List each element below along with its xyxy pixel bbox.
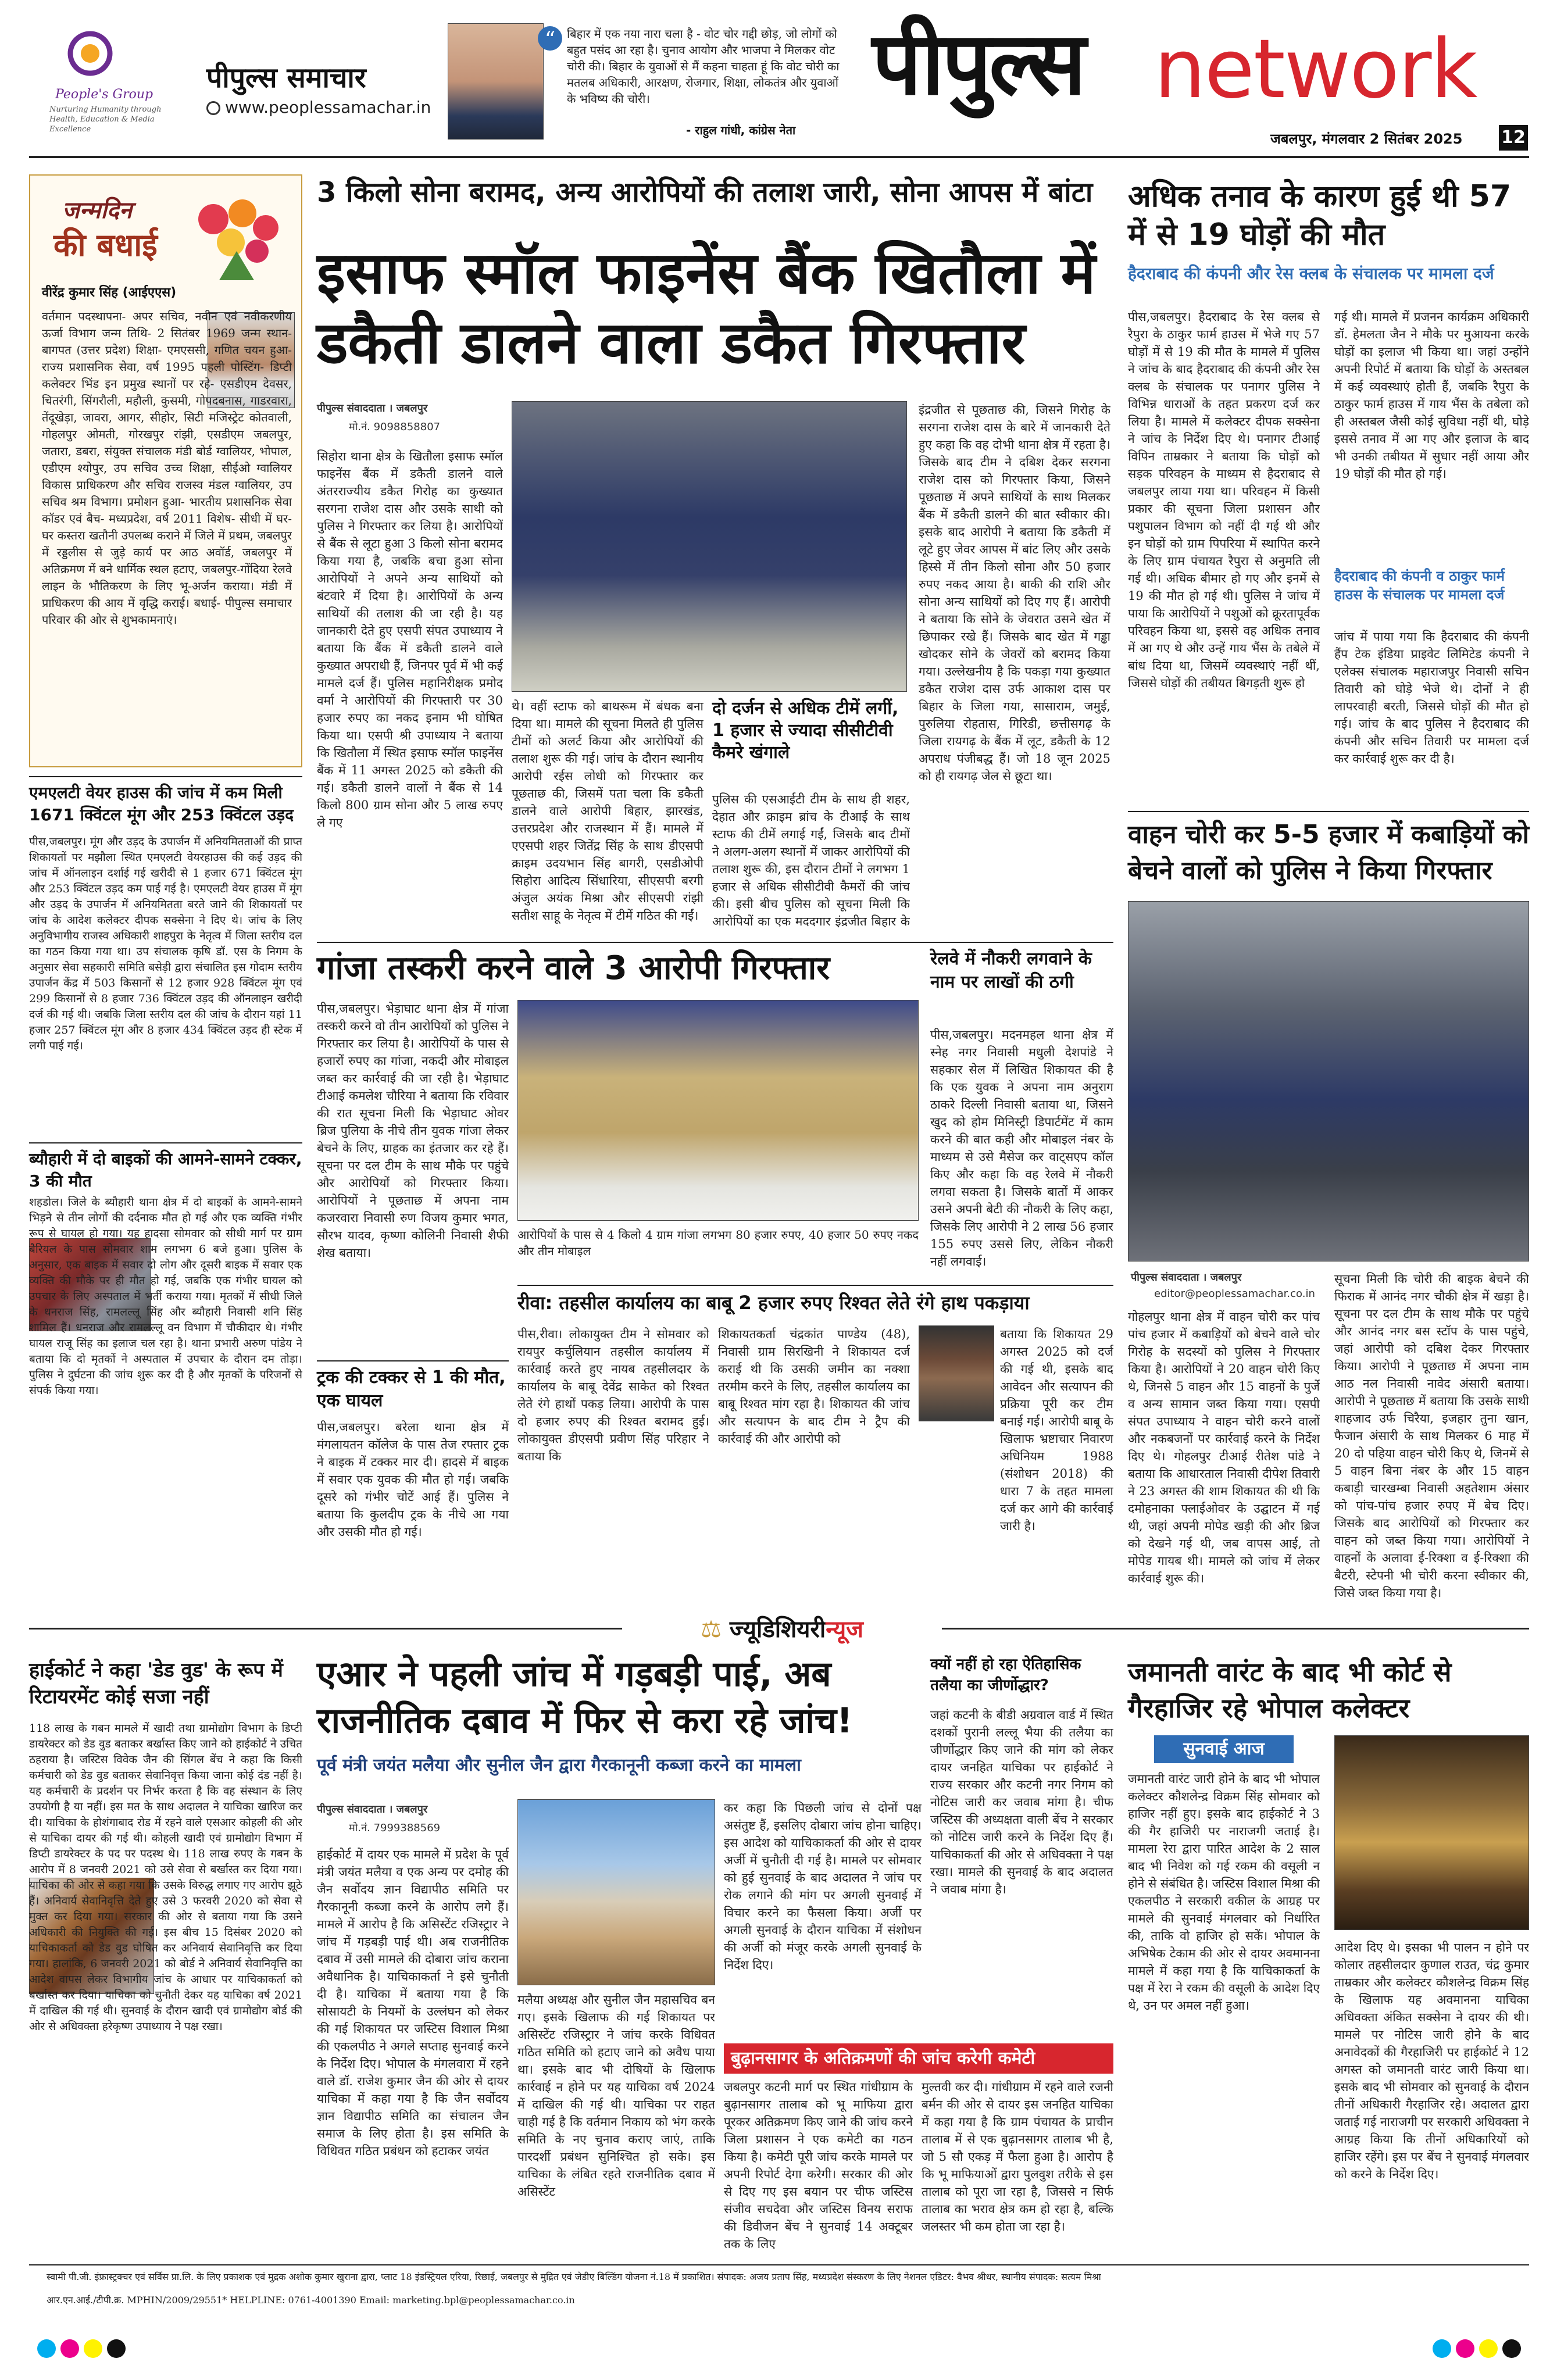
deadwood-body: 118 लाख के गबन मामले में खादी तथा ग्रामोद्योग विभाग के डिप्टी डायरेक्टर को डेड वुड बताकर बर्खास्त किए जाने को हाईकोर्ट ने उचित ठहराया है। जस्टिस विवेक जैन की सिंगल बेंच ने कहा कि किसी कर्मचारी को डेड वुड बताकर सेवानिवृत्त किया जाना कोई दंड नहीं है। यह कर्मचारी के प्रदर्शन पर निर्भर करता है कि वह संस्थान के लिए उपयोगी है या नहीं। इस मत के साथ अदालत ने याचिका खारिज कर दी। याचिका के होशंगाबाद रोड में रहने वाले एसआर कोहली की ओर से याचिका दायर की गई थी। कोहली खादी एवं ग्रामोद्योग विभाग में डिप्टी डायरेक्टर के पद पर पदस्थ थे। 118 लाख रुपए के गबन के आरोप में 8 जनवरी 2021 को उसे सेवा से बर्खास्त कर दिया गया। याचिका की ओर से कहा गया कि उसके विरुद्ध लगाए गए आरोप झूठे हैं। अनिवार्य सेवानिवृत्ति देते हुए उसे 3 फरवरी 2020 को सेवा से मुक्त कर दिया गया। सरकार की ओर से बताया गया कि उसने अधिकारी की नियुक्ति की गई। इस बीच 15 दिसंबर 2020 को याचिकाकर्ता को डेड वुड घोषित कर अनिवार्य सेवानिवृत्ति कर दिया गया। हालांकि, 6 जनवरी 2021 को बोर्ड ने अनिवार्य सेवानिवृत्ति का आदेश वापस लेकर विभागीय जांच के आधार पर याचिकाकर्ता को बर्खास्त कर दिया। याचिका को चुनौती देकर यह याचिका वर्ष 2021 में दाखिल की गई थी। सुनवाई के दौरान खादी एवं ग्रामोद्योग बोर्ड की ओर से अधिवक्ता हरेकृष्ण उपाध्याय ने पक्ष रखा। xyxy=(29,1722,302,2033)
warehouse-headline: एमएलटी वेयर हाउस की जांच में कम मिली 1671 क्विंटल मूंग और 253 क्विंटल उड़द xyxy=(29,783,294,824)
paper-small-title: पीपुल्स समाचार xyxy=(206,62,366,94)
gavel-small-icon: ⚖ xyxy=(701,1616,722,1643)
truck-headline: ट्रक की टक्कर से 1 की मौत, एक घायल xyxy=(317,1367,506,1411)
budhansagar-col2: मुल्तवी कर दी। गांधीग्राम में रहने वाले रजनी बर्मन की ओर से दायर इस जनहित याचिका में कहा गया है कि ग्राम पंचायत के प्राचीन तालाब में से एक बुढ़ानसागर तालाब भी है, जो 5 सौ एकड़ में फैला हुआ है। आरोप है कि भू माफियाओं द्वारा पुलवुश तरीके से इस तालाब को पूरा जा रहा है, जिससे न सिर्फ तालाब का भराव क्षेत्र कम हो रहा है, बल्कि जलस्तर भी कम होता जा रहा है। xyxy=(922,2080,1113,2234)
lead-headline: इसाफ स्मॉल फाइनेंस बैंक खितौला में डकैती डालने वाला डकैत गिरफ्तार xyxy=(317,239,1096,377)
flower-bouquet-icon xyxy=(184,193,289,280)
horses-col2: गई थी। मामले में प्रजनन कार्यक्रम अधिकारी डॉ. हेमलता जैन ने मौके पर मुआयना करके घोड़ों का इलाज भी किया था। जहां उन्होंने अपनी रिपोर्ट में बताया कि घोड़ों के अस्तबल में कई व्यवस्थाएं होती हैं, जबकि रैपुरा के ठाकुर फार्म हाउस में गाय भैंस के तबेला को ही अस्तबल जैसी कोई सुविधा नहीं थी, घोड़े इससे तनाव में आ गए और इलाज के बाद भी उनकी तबीयत में सुधार नहीं आया और 19 घोड़ों की मौत हो गई। xyxy=(1334,310,1529,481)
budhansagar-headline: बुढ़ानसागर के अतिक्रमणों की जांच करेगी कमेटी xyxy=(724,2043,1113,2074)
vehicle-col1: गोहलपुर थाना क्षेत्र में वाहन चोरी कर पांच पांच हजार में कबाड़ियों को बेचने वाले चोर गिरोह के सदस्यों को पुलिस ने गिरफ्तार किया है। आरोपियों ने 20 वाहन चोरी किए थे, जिनसे 5 वाहन और 15 वाहनों के पुर्जे व अन्य सामान जब्त किया गया। एसपी संपत उपाध्याय ने वाहन चोरी करने वालों और नकबजनों पर कार्रवाई करने के निर्देश दिए थे। गोहलपुर टीआई रीतेश पांडे ने बताया कि आधारताल निवासी दीपेश तिवारी ने 23 अगस्त की शाम शिकायत की थी कि दमोहनाका फ्लाईओवर के उद्घाटन में गई थी, जहां अपनी मोपेड खड़ी की और ब्रिज को देखने गई थी, जब वापस आई, तो मोपेड गायब थी। मामले को जांच में लेकर कार्रवाई शुरू की। xyxy=(1128,1310,1320,1585)
truck-body: पीस,जबलपुर। बरेला थाना क्षेत्र में मंगलायतन कॉलेज के पास तेज रफ्तार ट्रक ने बाइक में टक्कर मार दी। हादसे में बाइक में सवार एक युवक की मौत हो गई। जबकि दूसरे को गंभीर चोटें आई हैं। पुलिस ने बताया कि कुलदीप ट्रक के नीचे आ गया और उसकी मौत हो गई। xyxy=(317,1420,509,1539)
judiciary-band xyxy=(686,1613,878,1646)
color-registration-marks xyxy=(35,2337,1523,2360)
quote-author: - राहुल गांधी, कांग्रेस नेता xyxy=(686,123,796,137)
lead-byline: पीपुल्स संवाददाता । जबलपुर xyxy=(317,402,428,414)
website-link[interactable] xyxy=(206,98,431,117)
eow-byline: पीपुल्स संवाददाता । जबलपुर xyxy=(317,1803,428,1816)
vehicle-byline: पीपुल्स संवाददाता । जबलपुर xyxy=(1131,1271,1242,1284)
jain-temple-photo xyxy=(517,1799,715,1985)
horses-subhead: हैदराबाद की कंपनी और रेस क्लब के संचालक पर मामला दर्ज xyxy=(1128,264,1494,283)
judiciary-band-english: न्यूज xyxy=(826,1616,863,1643)
rewa-col3: बताया कि शिकायत 29 अगस्त 2025 को दर्ज की गई थी, इसके बाद आवेदन और सत्यापन की प्रक्रिया पूरी कर टीम बनाई गई। आरोपी बाबू के खिलाफ भ्रष्टाचार निवारण अधिनियम 1988 (संशोधन 2018) की धारा 7 के तहत मामला दर्ज कर आगे की कार्रवाई जारी है। xyxy=(1000,1327,1113,1533)
ganja-headline: गांजा तस्करी करने वाले 3 आरोपी गिरफ्तार xyxy=(317,949,830,987)
deadwood-headline: हाईकोर्ट ने कहा 'डेड वुड' के रूप में रिटायरमेंट कोई सजा नहीं xyxy=(29,1659,283,1709)
rule-left-2 xyxy=(29,1142,302,1143)
budhansagar-col1: जबलपुर कटनी मार्ग पर स्थित गांधीग्राम के बुढ़ानसागर तालाब को भू माफिया द्वारा पूरकर अतिक्रमण किए जाने की जांच करने जिला प्रशासन ने एक कमेटी का गठन किया है। कमेटी पूरी जांच करके मामले पर अपनी रिपोर्ट देगा करेगी। सरकार की ओर से दिए गए इस बयान पर चीफ जस्टिस संजीव सचदेवा और जस्टिस विनय सराफ की डिवीजन बेंच ने सुनवाई 14 अक्टूबर तक के लिए xyxy=(724,2080,913,2251)
page-number: 12 xyxy=(1499,125,1528,151)
lead-kicker: 3 किलो सोना बरामद, अन्य आरोपियों की तलाश जारी, सोना आपस में बांटा xyxy=(317,176,1093,209)
rail-headline: रेलवे में नौकरी लगवाने के नाम पर लाखों की ठगी xyxy=(930,949,1092,992)
masthead-rule xyxy=(29,156,1529,158)
warehouse-body: पीस,जबलपुर। मूंग और उड़द के उपार्जन में अनियमितताओं की प्राप्त शिकायतों पर मझौला स्थित एमएलटी वेयरहाउस की कई उड़द की जांच में ऑनलाइन दर्शाई गई खरीदी से 1 हजार 671 क्विंटल मूंग और 253 क्विंटल उड़द कम पाई गई है। एमएलटी वेयर हाउस में मूंग और उड़द के उपार्जन में अनियमितता बरते जाने की शिकायतों पर जांच के आदेश कलेक्टर दीपक सक्सेना ने दिए थे। जांच के लिए अनुविभागीय राजस्व अधिकारी शाहपुरा के नेतृत्व में जिला स्तरीय दल का गठन किया गया था। उप संचालक कृषि डॉ. एस के निगम के अनुसार सेवा सहकारी समिति बसेड़ी द्वारा संचालित इस गोदाम स्तरीय उपार्जन केंद्र में 503 किसानों से 12 हजार 928 क्विंटल मूंग एवं 299 किसानों से 8 हजार 736 क्विंटल उड़द की ऑनलाइन खरीदी दर्ज की गई थी। जबकि जिला स्तरीय दल की जांच के दौरान यहां 11 हजार 257 क्विंटल मूंग और 8 हजार 434 क्विंटल उड़द ही स्टेक में लगी पाई गई। xyxy=(29,835,302,1052)
vehicle-recovered-photo xyxy=(1128,901,1529,1262)
website-text: www.peoplessamachar.in xyxy=(225,98,431,117)
lead-col3: पुलिस की एसआईटी टीम के साथ ही शहर, देहात और क्राइम ब्रांच के टीआई के साथ स्टाफ की टीमें लगाई गईं, जिसके बाद टीमों ने अलग-अलग स्थानों में जाकर आरोपियों की तलाश शुरू की, इस दौरान टीमों ने लगभग 1 हजार से अधिक सीसीटीवी कैमरों की जांच की। इसी बीच पुलिस को सूचना मिली कि आरोपियों का एक मददगार इंद्रजीत बिहार के xyxy=(712,792,910,928)
group-tagline: Nurturing Humanity through Health, Education & Media Excellence xyxy=(49,105,162,134)
rewa-headline: रीवा: तहसील कार्यालय का बाबू 2 हजार रुपए रिश्वत लेते रंगे हाथ पकड़ाया xyxy=(517,1292,1030,1314)
birthday-person-name: वीरेंद्र कुमार सिंह (आईएएस) xyxy=(42,285,177,300)
eow-mobile: मो.नं. 7999388569 xyxy=(349,1822,441,1834)
hearing-today-band: सुनवाई आज xyxy=(1154,1735,1294,1763)
footer-imprint: स्वामी पी.जी. इंफ्रास्ट्रक्चर एवं सर्विस प्रा.लि. के लिए प्रकाशक एवं मुद्रक अशोक कुमार खुराना द्वारा, प्लाट 18 इंडस्ट्रियल एरिया, रिछाई, जबलपुर से मुद्रित एवं जेडीए बिल्डिंग योजना नं.18 में प्रकाशित। संपादक: अजय प्रताप सिंह, मध्यप्रदेश संस्करण के लिए नेशनल एडिटर: वैभव श्रीधर, स्थानीय संपादक: सत्यम मिश्रा xyxy=(47,2271,1101,2282)
bhopal-headline: जमानती वारंट के बाद भी कोर्ट से गैरहाजिर रहे भोपाल कलेक्टर xyxy=(1128,1656,1452,1724)
birthday-header-1: जन्मदिन xyxy=(62,197,133,224)
eow-col3: कर कहा कि पिछली जांच से दोनों पक्ष असंतुष्ट हैं, इसलिए दोबारा जांच होना चाहिए। इस आदेश को याचिकाकर्ता की ओर से दायर अर्जी में चुनौती दी गई है। मामले पर सोमवार को हुई सुनवाई के बाद अदालत ने जांच पर रोक लगाने की मांग पर अगली सुनवाई में विचार करने का फैसला किया। अर्जी पर अगली सुनवाई के दौरान याचिका में संशोधन की अर्जी को मंजूर करके अगली सुनवाई के निर्देश दिए। xyxy=(724,1801,922,1972)
judiciary-rule-left xyxy=(29,1628,622,1629)
rule-mid-2 xyxy=(317,1360,509,1361)
horses-headline: अधिक तनाव के कारण हुई थी 57 में से 19 घोड़ों की मौत xyxy=(1128,179,1512,252)
birthday-header-2: की बधाई xyxy=(53,227,158,263)
vehicle-headline: वाहन चोरी कर 5-5 हजार में कबाड़ियों को बेचने वालों को पुलिस ने किया गिरफ्तार xyxy=(1128,820,1529,885)
brand-english: network xyxy=(1154,22,1477,117)
bhopal-col2: आदेश दिए थे। इसका भी पालन न होने पर कोलार तहसीलदार कुणाल राउत, चंद्र कुमार ताम्रकार और कलेक्टर कौशलेन्द्र विक्रम सिंह के खिलाफ यह अवमानना याचिका अधिवक्ता अंकित सक्सेना ने दायर की थी। मामले पर नोटिस जारी होने के बाद अनावेदकों की गैरहाजिरी पर हाईकोर्ट ने 12 अगस्त को जमानती वारंट जारी किया था। इसके बाद भी सोमवार को सुनवाई के दौरान तीनों अधिकारी गैरहाजिर रहे। अदालत द्वारा जताई गई नाराजगी पर सरकारी अधिवक्ता ने आग्रह किया कि तीनों अधिकारियों को हाजिर रहेंगे। इस पर बेंच ने सुनवाई मंगलवार को करने के निर्देश दिए। xyxy=(1334,1941,1529,2181)
lead-press-conference-photo xyxy=(512,401,907,692)
rule-left-1 xyxy=(29,776,302,777)
vehicle-email[interactable]: editor@peoplessamachar.co.in xyxy=(1154,1288,1315,1300)
eow-subhead: पूर्व मंत्री जयंत मलैया और सुनील जैन द्वारा गैरकानूनी कब्जा करने का मामला xyxy=(317,1755,801,1775)
birthday-details: वर्तमान पदस्थापना- अपर सचिव, नवीन एवं नवीकरणीय ऊर्जा विभाग जन्म तिथि- 2 सितंबर 1969 जन्म स्थान- बागपत (उत्तर प्रदेश) शिक्षा- एमएससी, गणित चयन हुआ- राज्य प्रशासनिक सेवा, वर्ष 1995 पहली पोस्टिंग- डिप्टी कलेक्टर भिंड इन प्रमुख स्थानों पर रहे- एसडीएम देवसर, चितरंगी, सिंगरौली, महौली, कुसमी, गोपदबनास, गाडरवारा, तेंदूखेड़ा, जावरा, आगर, सीहोर, सिटी मजिस्ट्रेट कोतवाली, गोहलपुर ओमती, गोरखपुर रांझी, एसडीएम जबलपुर, जतारा, डबरा, संयुक्त संचालक मंडी बोर्ड ग्वालियर, भोपाल, एडीएम श्योपुर, उप सचिव उच्च शिक्षा, सीईओ ग्वालियर विकास प्राधिकरण और सचिव राजस्व मंडल ग्वालियर, उप सचिव श्रम विभाग। प्रमोशन हुआ- भारतीय प्रशासनिक सेवा कॉडर एवं बैच- मध्यप्रदेश, वर्ष 2011 विशेष- सीधी में घर-घर कस्तरा खतौनी उपलब्ध कराने में जिले में प्रथम, जबलपुर में रड्डलीस से जुड़े कार्य पर आठ अवॉर्ड, जबलपुर में अतिक्रमण में बने धार्मिक स्थल हटाए, जबलपुर-गोंदिया रेलवे लाइन के भौतिकरण के लिए भू-अर्जन कराया। मंडी में प्राधिकरण की आय में वृद्धि कराई। बधाई- पीपुल्स समाचार परिवार की ओर से शुभकामनाएं। xyxy=(42,309,292,627)
eow-col2: मलैया अध्यक्ष और सुनील जैन महासचिव बन गए। इसके खिलाफ की गई शिकायत पर असिस्टेंट रजिस्ट्रार ने जांच करके विधिवत गठित समिति को हटाए जाने को अवैध पाया था। इसके बाद भी दोषियों के खिलाफ कार्रवाई न होने पर यह याचिका वर्ष 2024 में दाखिल की गई थी। याचिका पर राहत चाही गई है कि वर्तमान निकाय को भंग करके समिति के नए चुनाव कराए जाएं, ताकि पारदर्शी प्रबंधन सुनिश्चित हो सके। इस याचिका के लंबित रहते राजनीतिक दबाव में असिस्टेंट xyxy=(517,1993,715,2199)
rail-body: पीस,जबलपुर। मदनमहल थाना क्षेत्र में स्नेह नगर निवासी मधुली देशपांडे ने सहकार सेल में लिखित शिकायत की है कि एक युवक ने अपना नाम अनुराग ठाकरे दिल्ली निवासी बताया था, जिसने खुद को होम मिनिस्ट्री डिपार्टमेंट में काम करने की बात कही और मोबाइल नंबर के माध्यम से उसे मैसेज कर वाट्सएप कॉल किए और कहा कि वह रेलवे में नौकरी लगवा सकता है। जिसके बातों में आकर उसने अपनी बेटी की नौकरी के लिए कहा, जिसके लिए आरोपी ने 2 लाख 56 हजार 155 रुपए उससे लिए, लेकिन नौकरी नहीं लगवाई। xyxy=(930,1028,1113,1268)
rewa-col2: शिकायतकर्ता चंद्रकांत पाण्डेय (48), निवासी ग्राम सिरखिनी ने शिकायत दर्ज कराई थी कि उसकी जमीन का नक्शा तरमीम करने के लिए, तहसील कार्यालय का बाबू रिश्वत मांग रहा है। शिकायत की जांच और सत्यापन के बाद टीम ने ट्रैप की कार्रवाई की और आरोपी को xyxy=(718,1327,910,1446)
rule-rewa xyxy=(517,1285,1113,1286)
brand-hindi: पीपुल्स xyxy=(872,13,1084,115)
bike-crash-body: शहडोल। जिले के ब्यौहारी थाना क्षेत्र में दो बाइकों के आमने-सामने भिड़ने से तीन लोगों की दर्दनाक मौत हो गई और एक व्यक्ति गंभीर रूप से घायल हो गया। यह हादसा सोमवार को सीधी मार्ग पर ग्राम बैरियल के पास सोमवार शाम लगभग 6 बजे हुआ। पुलिस के अनुसार, एक बाइक में सवार दो लोग और दूसरी बाइक में सवार एक व्यक्ति की मौके पर ही मौत हो गई, जबकि एक गंभीर घायल को उपचार के लिए अस्पताल में भर्ती कराया गया। मृतकों में सीधी जिले के धनराज सिंह, रामलल्लू सिंह और ब्यौहारी निवासी शनि सिंह शामिल हैं। धनराज और रामलल्लू वन विभाग में चौकीदार थे। गंभीर घायल राजू सिंह का इलाज चल रहा है। थाना प्रभारी अरुण पांडेय ने बताया कि दो मृतकों ने अस्पताल में उपचार के दौरान दम तोड़ा। पुलिस ने दुर्घटना की जांच शुरू कर दी है और मृतकों के परिजनों से संपर्क किया गया। xyxy=(29,1196,302,1397)
lead-col2: थे। वहीं स्टाफ को बाथरूम में बंधक बना दिया था। मामले की सूचना मिलते ही पुलिस टीमों को अलर्ट किया और आरोपियों की तलाश शुरू की गई। जांच के दौरान स्थानीय आरोपी रईस लोधी को गिरफ्तार कर पूछताछ की, जिसमें पता चला कि डकैती डालने वाले आरोपी बिहार, झारखंड, उत्तरप्रदेश और राजस्थान में हैं। मामले में एएसपी शहर जितेंद्र सिंह के साथ डीएसपी क्राइम उदयभान सिंह बागरी, एसडीओपी सिहोरा आदित्य सिंधारिया, सीएसपी बरगी अंजुल अयंक मिश्रा और सीएसपी रांझी सतीश साहू के नेतृत्व में टीमें गठित की गईं। xyxy=(512,699,703,923)
judiciary-band-hindi: ज्यूडिशियरी xyxy=(729,1616,826,1643)
horses-col3: जांच में पाया गया कि हैदराबाद की कंपनी हैंप टेक इंडिया प्राइवेट लिमिटेड कंपनी ने एलेक्स संचालक महाराजपुर निवासी सचिन तिवारी को घोड़े भेजे थे। दोनों ने ही लापरवाही बरती, जिससे घोड़ों की मौत हो गई। जांच के बाद पुलिस ने हैदराबाद की कंपनी और सचिन तिवारी पर मामला दर्ज कर कार्रवाई शुरू कर दी है। xyxy=(1334,630,1529,766)
lead-col4: इंद्रजीत से पूछताछ की, जिसने गिरोह के सरगना राजेश दास के बारे में जानकारी देते हुए कहा कि वह दोभी थाना क्षेत्र में रहता है। जिसके बाद टीम ने दबिश देकर सरगना राजेश दास को गिरफ्तार किया, जिसने पूछताछ में अपने साथियों के साथ मिलकर बैंक में डकैती डालने की बात स्वीकार की। इसके बाद आरोपी ने बताया कि डकैती में लूटे हुए जेवर आपस में बांट लिए और उसके हिस्से में तीन किलो सोना और 50 हजार रुपए नकद आया है। बाकी की राशि और सोना अन्य साथियों को दिए गए हैं। आरोपी ने बताया कि सोने के जेवरात उसने खेत में छिपाकर रखे हैं। जिसके बाद खेत में गड्ढा खोदकर सोने के जेवरों को बरामद किया गया। उल्लेखनीय है कि पकड़ा गया कुख्यात डकैत राजेश दास उर्फ आकाश दास पर बिहार के जिला गया, सासाराम, जमुई, पुरुलिया रोहतास, गिरिडी, छत्तीसगढ़ के जिला रायगढ़ के बैंक में लूट, डकैती के 12 अपराध पंजीबद्ध हैं। जो 18 जून 2025 को ही रायगढ़ जेल से छूटा था। xyxy=(919,403,1110,783)
birthday-box xyxy=(29,174,302,767)
ganja-seizure-photo xyxy=(517,1000,919,1221)
pond-body: जहां कटनी के बीडी अग्रवाल वार्ड में स्थित दशकों पुरानी लल्लू भैया की तलैया का जीर्णोद्धार किए जाने की मांग को लेकर दायर जनहित याचिका पर हाईकोर्ट ने राज्य सरकार और कटनी नगर निगम को नोटिस जारी कर जवाब मांगा है। चीफ जस्टिस की अध्यक्षता वाली बेंच ने सरकार को नोटिस जारी करने के निर्देश दिए हैं। याचिकाकर्ता की ओर से अधिवक्ता ने पक्ष रखा। मामले की सुनवाई के बाद अदालत ने जवाब मांगा है। xyxy=(930,1708,1113,1896)
rule-mid-1 xyxy=(317,942,1113,943)
horses-col1: पीस,जबलपुर। हैदराबाद के रेस क्लब से रैपुरा के ठाकुर फार्म हाउस में भेजे गए 57 घोड़ों में से 19 की मौत के मामले में पुलिस ने जांच के बाद हैदराबाद की कंपनी और रेस क्लब के संचालक पर पनागर पुलिस ने विभिन्न धाराओं के तहत प्रकरण दर्ज कर लिया है। मामले में कलेक्टर दीपक सक्सेना ने जांच के निर्देश दिए थे। पनागर टीआई विपिन ताम्रकार ने बताया कि घोड़ों को सड़क परिवहन के माध्यम से हैदराबाद से जबलपुर लाया गया था। परिवहन में किसी प्रकार की सूचना जिला प्रशासन और पशुपालन विभाग को नहीं दी गई थी और इन घोड़ों को ग्राम पिपरिया में स्थापित करने के लिए ग्राम पंचायत रैपुरा से अनुमति ली गई थी। अधिक बीमार हो गए और इनमें से 19 की मौत हो गई थी। पुलिस ने जांच में पाया कि आरोपियों ने पशुओं को क्रूरतापूर्वक परिवहन किया था, इससे वह अधिक तनाव में आ गए थे और उन्हें गाय भैंस के तबेले में बांध दिया था, जिसमें व्यवस्थाएं नहीं थीं, जिससे घोड़ों की तबीयत बिगड़ती शुरू हो xyxy=(1128,310,1320,690)
footer-rule xyxy=(29,2264,1529,2265)
leader-quote: बिहार में एक नया नारा चला है - वोट चोर गद्दी छोड़, जो लोगों को बहुत पसंद आ रहा है। चुनाव आयोग और भाजपा ने मिलकर वोट चोरी की। बिहार के युवाओं से मैं कहना चाहता हूं कि वोट चोरी का मतलब अधिकारी, आरक्षण, रोजगार, शिक्षा, लोकतंत्र और युवाओं के भविष्य की चोरी। xyxy=(567,27,840,106)
ganja-caption: आरोपियों के पास से 4 किलो 4 ग्राम गांजा लगभग 80 हजार रुपए, 40 हजार 50 रुपए नकद और तीन मोबाइल xyxy=(517,1228,919,1258)
lead-mobile: मो.नं. 9098858807 xyxy=(349,421,441,433)
lead-box-title: दो दर्जन से अधिक टीमें लगीं, 1 हजार से ज्यादा सीसीटीवी कैमरे खंगाले xyxy=(712,698,899,763)
rewa-col1: पीस,रीवा। लोकायुक्त टीम ने सोमवार को रायपुर कर्चुलियान तहसील कार्यालय में कार्रवाई करते हुए नायब तहसीलदार के कार्यालय के बाबू देवेंद्र साकेत को रिश्वत लेते रंगे हाथों पकड़ लिया। आरोपी के पास दो हजार रुपए की रिश्वत बरामद हुई। लोकायुक्त डीएसपी प्रवीण सिंह परिहार ने बताया कि xyxy=(517,1327,709,1463)
bike-crash-headline: ब्यौहारी में दो बाइकों की आमने-सामने टक्कर, 3 की मौत xyxy=(29,1149,302,1191)
rule-right-1 xyxy=(1128,811,1529,812)
dateline: जबलपुर, मंगलवार 2 सितंबर 2025 xyxy=(1270,131,1463,147)
judiciary-rule-right xyxy=(942,1628,1529,1629)
pond-headline: क्यों नहीं हो रहा ऐतिहासिक तलैया का जीर्णोद्धार? xyxy=(930,1656,1081,1694)
rahul-gandhi-photo xyxy=(448,23,544,140)
ganja-body: पीस,जबलपुर। भेड़ाघाट थाना क्षेत्र में गांजा तस्करी करने वो तीन आरोपियों को पुलिस ने गिरफ्तार कर लिया है। आरोपियों के पास से हजारों रुपए का गांजा, नकदी और मोबाइल जब्त कर कार्रवाई की जा रही है। भेड़ाघाट टीआई कमलेश चौरिया ने बताया कि रविवार की रात सूचना मिली कि भेड़ाघाट ओवर ब्रिज पुलिया के नीचे तीन युवक गांजा लेकर बेचने के लिए, ग्राहक का इंतजार कर रहे हैं। सूचना पर दल टीम के साथ मौके पर पहुंचे और आरोपियों को गिरफ्तार किया। आरोपियों ने पूछताछ में अपना नाम कजरवारा निवासी रुण विजय कुमार भगत, सौरभ यादव, कृष्णा कोलिनी निवासी शैफी शेख बताया। xyxy=(317,1002,509,1260)
vehicle-col2: सूचना मिली कि चोरी की बाइक बेचने की फिराक में आनंद नगर चौकी क्षेत्र में खड़ा है। सूचना पर दल टीम के साथ मौके पर पहुंचे और आनंद नगर बस स्टॉप के पास पहुंचे, जहां आरोपी को दबिश देकर गिरफ्तार किया। आरोपी ने पूछताछ में अपना नाम आठ नल निवासी नावेद अंसारी बताया। आरोपी ने पूछताछ में बताया कि उसके साथी शाहजाद उर्फ चिरैया, इजहार तुना खान, फैजान अंसारी के साथ मिलकर 6 माह में 20 दो पहिया वाहन चोरी किए थे, जिनमें से 5 वाहन बिना नंबर के और 15 वाहन कबाड़ी चारखम्बा निवासी अहतेशाम अंसार को पांच-पांच हजार रुपए में बेच दिए। जिसके बाद आरोपियों को गिरफ्तार कर वाहन को जब्त किया गया। आरोपियों ने वाहनों के अलावा ई-रिक्शा व ई-रिक्शा की बैटरी, स्टेपनी भी चोरी करना स्वीकार की, जिसे जब्त किया गया है। xyxy=(1334,1272,1529,1600)
eow-headline: एआर ने पहली जांच में गड़बड़ी पाई, अब राजनीतिक दबाव में फिर से करा रहे जांच! xyxy=(317,1654,853,1741)
justice-scale-photo xyxy=(1334,1735,1529,1930)
lead-box xyxy=(712,698,910,930)
horses-subbox: हैदराबाद की कंपनी व ठाकुर फार्म हाउस के संचालक पर मामला दर्ज xyxy=(1334,568,1505,603)
footer-registration: आर.एन.आई./टीपी.क्र. MPHIN/2009/29551* HELPLINE: 0761-4001390 Email: marketing.bpl@peoplessamachar.co.in xyxy=(47,2295,575,2306)
bhopal-col1: जमानती वारंट जारी होने के बाद भी भोपाल कलेक्टर कौशलेन्द्र विक्रम सिंह सोमवार को हाजिर नहीं हुए। इसके बाद हाईकोर्ट ने 3 की गैर हाजिरी पर नाराजगी जताई है। मामला रेरा द्वारा पारित आदेश के 2 साल बाद भी निवेश को गई रकम की वसूली न होने से संबंधित है। जस्टिस विशाल मिश्रा की एकलपीठ ने सरकारी वकील के आग्रह पर मामले की सुनवाई मंगलवार को निर्धारित की, ताकि वो हाजिर हो सकें। भोपाल के अभिषेक टेकाम की ओर से दायर अवमानना मामले में कहा गया है कि याचिकाकर्ता के पक्ष में रेरा ने रकम की वसूली के आदेश दिए थे, उन पर अमल नहीं हुआ। xyxy=(1128,1772,1320,2013)
peoples-group-logo xyxy=(58,29,122,87)
masthead xyxy=(0,0,1557,157)
quote-icon: “ xyxy=(538,26,562,51)
group-name: People's Group xyxy=(55,87,153,102)
rewa-accused-photo xyxy=(919,1325,994,1421)
globe-icon xyxy=(206,101,220,115)
lead-col1: सिहोरा थाना क्षेत्र के खितौला इसाफ स्मॉल फाइनेंस बैंक में डकैती डालने वाले अंतरराज्यीय डकैत गिरोह का कुख्यात सरगना राजेश दास और उसके साथी को पुलिस ने गिरफ्तार कर लिया है। आरोपियों से बैंक से लूटा हुआ 3 किलो सोना बरामद किया गया है, जबकि बचा हुआ सोना आरोपियों ने अपने अन्य साथियों को बंटवारे में दिया है। आरोपियों के अन्य साथियों की तलाश की जा रही है। यह जानकारी देते हुए एसपी संपत उपाध्याय ने बताया कि बैंक में डकैती डालने वाले कुख्यात अपराधी हैं, जिनपर पूर्व में भी कई मामले दर्ज हैं। पुलिस महानिरीक्षक प्रमोद वर्मा ने आरोपियों की गिरफ्तारी पर 30 हजार रुपए का नकद इनाम भी घोषित किया था। एसपी श्री उपाध्याय ने बताया कि खितौला में स्थित इसाफ स्मॉल फाइनेंस बैंक में 11 अगस्त 2025 को डकैती की गई। डकैती डालने वालों ने बैंक से 14 किलो 800 ग्राम सोना और 5 लाख रुपए ले गए xyxy=(317,449,503,830)
eow-col1: हाईकोर्ट में दायर एक मामले में प्रदेश के पूर्व मंत्री जयंत मलैया व एक अन्य पर दमोह की जैन सर्वोदय ज्ञान विद्यापीठ समिति पर गैरकानूनी कब्जा करने के आरोप लगे हैं। मामले में आरोप है कि असिस्टेंट रजिस्ट्रार ने जांच में गड़बड़ी पाई थी। अब राजनीतिक दबाव में उसी मामले की दोबारा जांच कराना अवैधानिक है। याचिकाकर्ता ने इसे चुनौती दी है। याचिका में बताया गया है कि सोसायटी के नियमों के उल्लंघन को लेकर की गई शिकायत पर जस्टिस विशाल मिश्रा की एकलपीठ ने अगले सप्ताह सुनवाई करने के निर्देश दिए। भोपाल के मंगलवारा में रहने वाले डॉ. राजेश कुमार जैन की ओर से दायर याचिका में कहा गया है कि जैन सर्वोदय ज्ञान विद्यापीठ समिति का संचालन जैन समाज के लिए होता है। इस समिति के विधिवत गठित प्रबंधन को हटाकर जयंत xyxy=(317,1847,509,2158)
